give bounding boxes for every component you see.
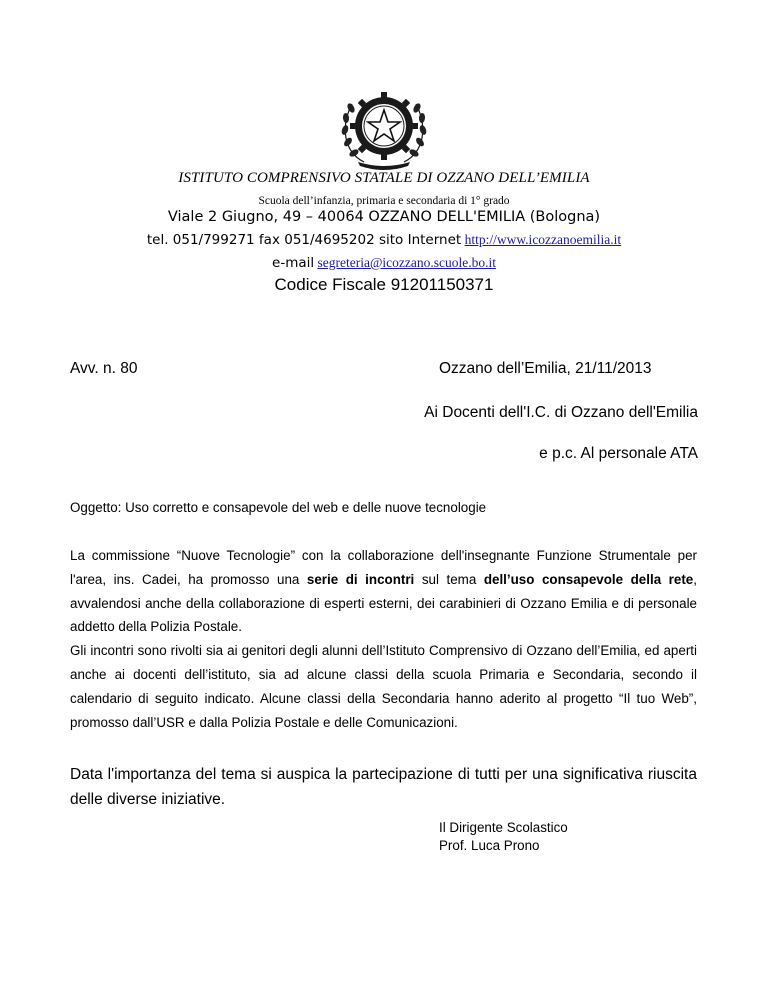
email-label: e-mail	[272, 255, 315, 271]
place-date: Ozzano dell’Emilia, 21/11/2013	[439, 360, 652, 377]
contact-line	[0, 232, 768, 248]
signature-role: Il Dirigente Scolastico	[439, 820, 568, 835]
body-paragraph-2: Gli incontri sono rivolti sia ai genitori degli alunni dell’Istituto Comprensivo di Ozzano dell’Emilia, ed aperti anche ai docenti dell’istituto, sia ad alcune classi della scuola Primaria e Secondaria, secondo il calendario di seguito indicato. Alcune classi della Secondaria hanno aderito al progetto “Il tuo Web”, promosso dall’USR e dalla Polizia Postale e delle Comunicazioni.	[70, 643, 697, 730]
website-link[interactable]: http://www.icozzanoemilia.it	[464, 232, 622, 247]
notice-number: Avv. n. 80	[70, 360, 138, 377]
italian-republic-emblem-icon	[334, 82, 434, 170]
bold-conscious-use: dell’uso consapevole della rete	[483, 571, 694, 587]
recipient: Ai Docenti dell'I.C. di Ozzano dell'Emilia	[424, 404, 698, 421]
school-address: Viale 2 Giugno, 49 – 40064 OZZANO DELL'EMILIA (Bologna)	[167, 209, 601, 225]
letter-body	[70, 544, 697, 734]
signature-name: Prof. Luca Prono	[439, 838, 540, 853]
bold-series-of-meetings: serie di incontri	[306, 571, 415, 587]
cc-recipient: e p.c. Al personale ATA	[539, 445, 698, 462]
body-paragraph-1: La commissione “Nuove Tecnologie” con la collaborazione dell'insegnante Funzione Strumentale per l'area, ins. Cadei, ha promosso una serie di incontri sul tema dell’uso consapevole della rete, avvalendosi anche della collaborazione di esperti esterni, dei carabinieri di Ozzano Emilia e di personale addetto della Polizia Postale.	[70, 548, 697, 635]
subject-line: Oggetto: Uso corretto e consapevole del web e delle nuove tecnologie	[70, 500, 487, 515]
email-link[interactable]: segreteria@icozzano.scuole.bo.it	[317, 255, 496, 270]
fiscal-code: Codice Fiscale 91201150371	[274, 275, 494, 294]
school-subtitle: Scuola dell’infanzia, primaria e secondaria di 1° grado	[258, 195, 510, 207]
school-name: ISTITUTO COMPRENSIVO STATALE DI OZZANO DELL’EMILIA	[178, 170, 590, 186]
closing-paragraph: Data l'importanza del tema si auspica la partecipazione di tutti per una significativa riuscita delle diverse iniziative.	[70, 766, 697, 808]
phone-fax-label: tel. 051/799271 fax 051/4695202 sito Internet	[146, 232, 462, 248]
email-line	[0, 255, 768, 271]
